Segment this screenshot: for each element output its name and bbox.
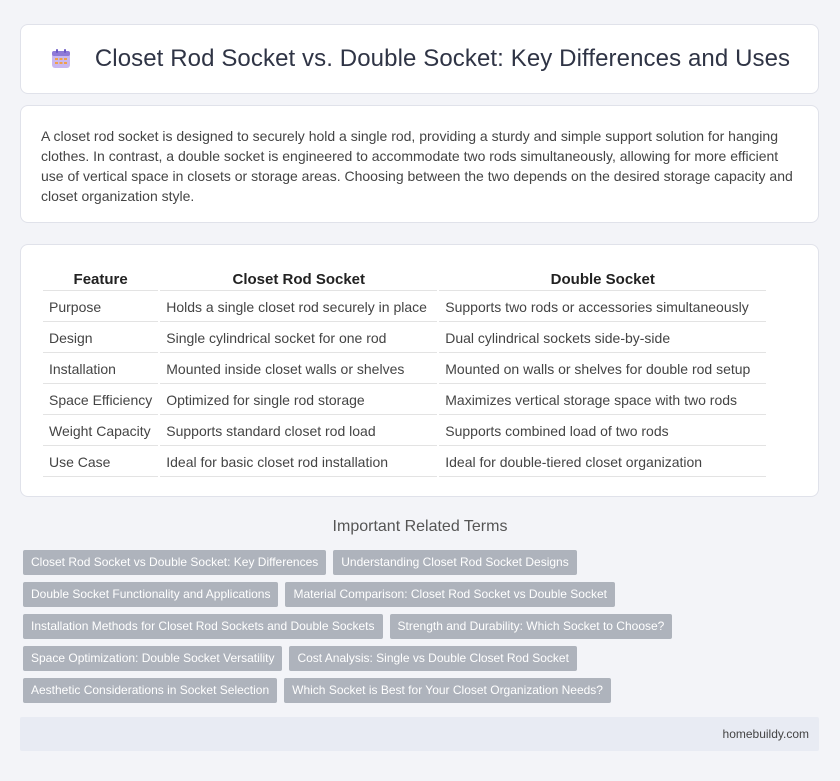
table-cell: Single cylindrical socket for one rod [160,324,437,353]
related-term-tag[interactable]: Strength and Durability: Which Socket to Choose? [390,614,673,639]
table-cell: Ideal for double-tiered closet organization [439,448,766,477]
table-cell: Mounted on walls or shelves for double rod setup [439,355,766,384]
page-title: Closet Rod Socket vs. Double Socket: Key Differences and Uses [94,45,791,72]
footer [20,717,819,751]
table-cell: Maximizes vertical storage space with two rods [439,386,766,415]
related-term-tag[interactable]: Cost Analysis: Single vs Double Closet Rod Socket [289,646,576,671]
table-row [43,355,766,384]
intro-card [20,105,819,223]
intro-text: A closet rod socket is designed to securely hold a single rod, providing a sturdy and simple support solution for hanging clothes. In contrast, a double socket is engineered to accommodate two rods simultaneously, allowing for more efficient use of vertical space in closets or storage areas. Choosing between the two depends on the desired storage capacity and closet organization style. [41,128,793,204]
table-cell: Ideal for basic closet rod installation [160,448,437,477]
column-header: Feature [43,267,158,291]
table-cell: Space Efficiency [43,386,158,415]
table-cell: Use Case [43,448,158,477]
table-cell: Optimized for single rod storage [160,386,437,415]
related-terms-title: Important Related Terms [332,518,508,535]
table-cell: Purpose [43,293,158,322]
table-row [43,293,766,322]
related-term-tag[interactable]: Aesthetic Considerations in Socket Selection [23,678,277,703]
related-term-tag[interactable]: Installation Methods for Closet Rod Sockets and Double Sockets [23,614,383,639]
related-term-tag[interactable]: Which Socket is Best for Your Closet Organization Needs? [284,678,611,703]
comparison-table [41,265,768,479]
table-row [43,448,766,477]
column-header: Closet Rod Socket [160,267,437,291]
table-cell: Supports combined load of two rods [439,417,766,446]
related-term-tag[interactable]: Understanding Closet Rod Socket Designs [333,550,576,575]
table-cell: Design [43,324,158,353]
table-cell: Weight Capacity [43,417,158,446]
related-term-tag[interactable]: Double Socket Functionality and Applications [23,582,278,607]
table-cell: Holds a single closet rod securely in place [160,293,437,322]
table-cell: Mounted inside closet walls or shelves [160,355,437,384]
table-row [43,324,766,353]
related-term-tag[interactable]: Closet Rod Socket vs Double Socket: Key Differences [23,550,326,575]
table-cell: Supports standard closet rod load [160,417,437,446]
title-wrap [49,45,790,73]
comparison-card [20,244,819,497]
related-terms-list [23,550,783,710]
related-term-tag[interactable]: Material Comparison: Closet Rod Socket vs Double Socket [285,582,614,607]
table-cell: Supports two rods or accessories simultaneously [439,293,766,322]
related-term-tag[interactable]: Space Optimization: Double Socket Versatility [23,646,282,671]
table-cell: Dual cylindrical sockets side-by-side [439,324,766,353]
column-header: Double Socket [439,267,766,291]
site-name[interactable]: homebuildy.com [722,727,809,741]
table-row [43,417,766,446]
table-row [43,386,766,415]
table-header-row [43,267,766,291]
header-card [20,24,819,94]
table-cell: Installation [43,355,158,384]
calendar-icon [49,47,73,71]
